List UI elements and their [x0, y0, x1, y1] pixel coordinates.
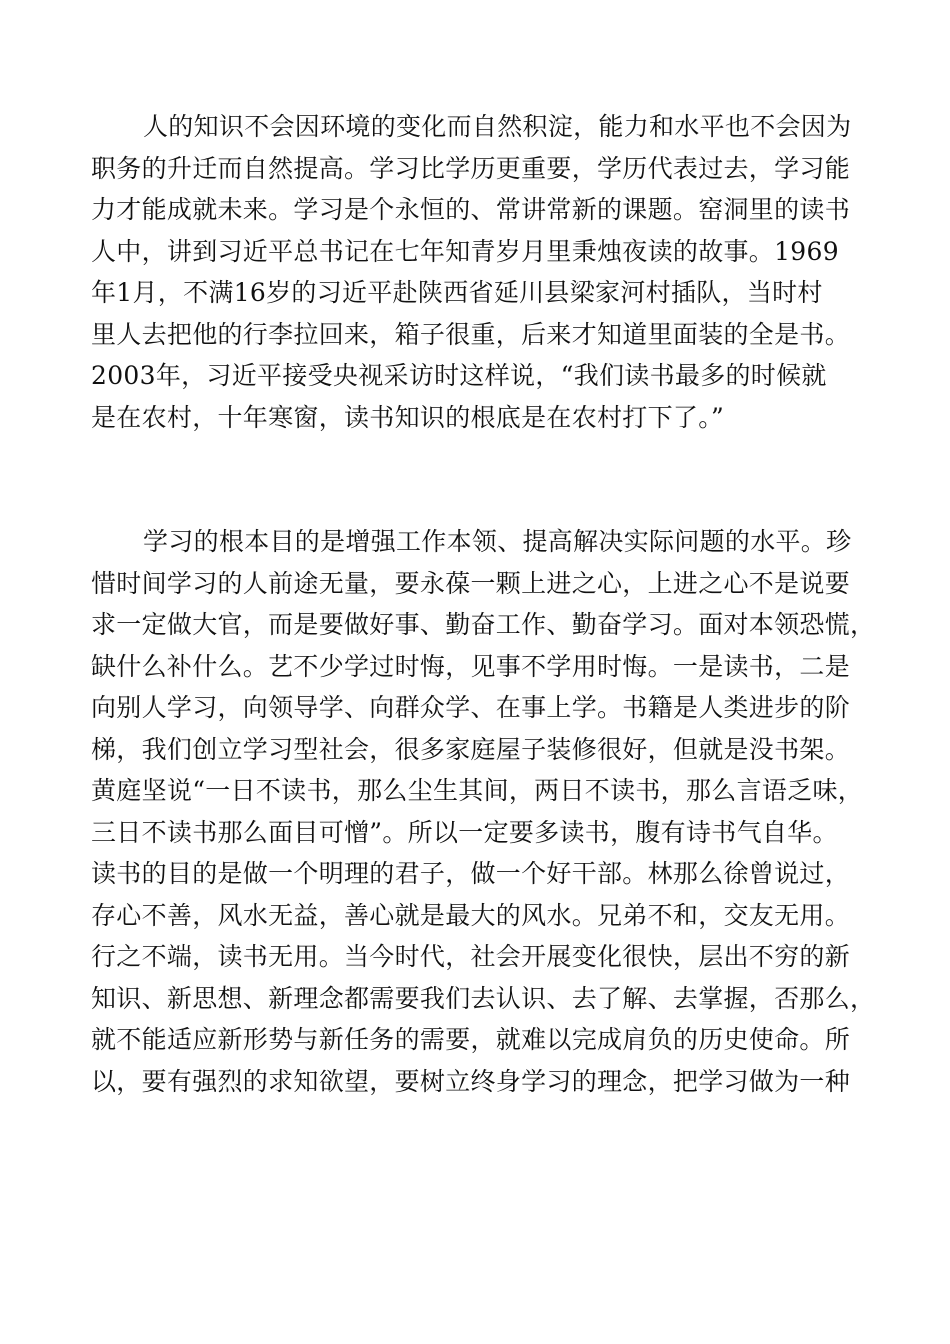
paragraph-1	[91, 106, 881, 438]
text-line: 力才能成就未来。学习是个永恒的、常讲常新的课题。窑洞里的读书	[91, 195, 851, 224]
text-line: 梯，我们创立学习型社会，很多家庭屋子装修很好，但就是没书架。	[91, 734, 851, 764]
text-line: 存心不善，风水无益，善心就是最大的风水。兄弟不和，交友无用。	[91, 900, 851, 930]
text-line: 向别人学习，向领导学、向群众学、在事上学。书籍是人类进步的阶	[91, 693, 851, 722]
paragraph-2	[91, 521, 881, 1102]
text-line: 2003年，习近平接受央视采访时这样说，“我们读书最多的时候就	[91, 361, 827, 390]
text-line: 年1月，不满16岁的习近平赴陕西省延川县梁家河村插队，当时村	[91, 278, 823, 307]
text-line: 人的知识不会因环境的变化而自然积淀，能力和水平也不会因为	[143, 112, 852, 141]
text-line: 求一定做大官，而是要做好事、勤奋工作、勤奋学习。面对本领恐慌，	[91, 610, 876, 639]
text-line: 知识、新思想、新理念都需要我们去认识、去了解、去掌握，否那么，	[91, 983, 876, 1013]
text-line: 缺什么补什么。艺不少学过时悔，见事不学用时悔。一是读书，二是	[91, 651, 851, 681]
text-line: 惜时间学习的人前途无量，要永葆一颗上进之心，上进之心不是说要	[91, 568, 851, 598]
text-line: 以，要有强烈的求知欲望，要树立终身学习的理念，把学习做为一种	[91, 1066, 851, 1096]
text-line: 读书的目的是做一个明理的君子，做一个好干部。林那么徐曾说过，	[91, 859, 851, 888]
text-line: 里人去把他的行李拉回来，箱子很重，后来才知道里面装的全是书。	[91, 319, 851, 349]
text-line: 是在农村，十年寒窗，读书知识的根底是在农村打下了。”	[91, 402, 725, 432]
text-line: 黄庭坚说“一日不读书，那么尘生其间，两日不读书，那么言语乏味，	[91, 776, 864, 805]
text-line: 就不能适应新形势与新任务的需要，就难以完成肩负的历史使命。所	[91, 1025, 851, 1054]
text-line: 人中，讲到习近平总书记在七年知青岁月里秉烛夜读的故事。1969	[91, 236, 839, 266]
text-line: 学习的根本目的是增强工作本领、提高解决实际问题的水平。珍	[143, 527, 852, 556]
text-line: 行之不端，读书无用。当今时代，社会开展变化很快，层出不穷的新	[91, 942, 851, 971]
text-line: 职务的升迁而自然提高。学习比学历更重要，学历代表过去，学习能	[91, 153, 851, 183]
text-line: 三日不读书那么面目可憎”。所以一定要多读书，腹有诗书气自华。	[91, 817, 838, 847]
